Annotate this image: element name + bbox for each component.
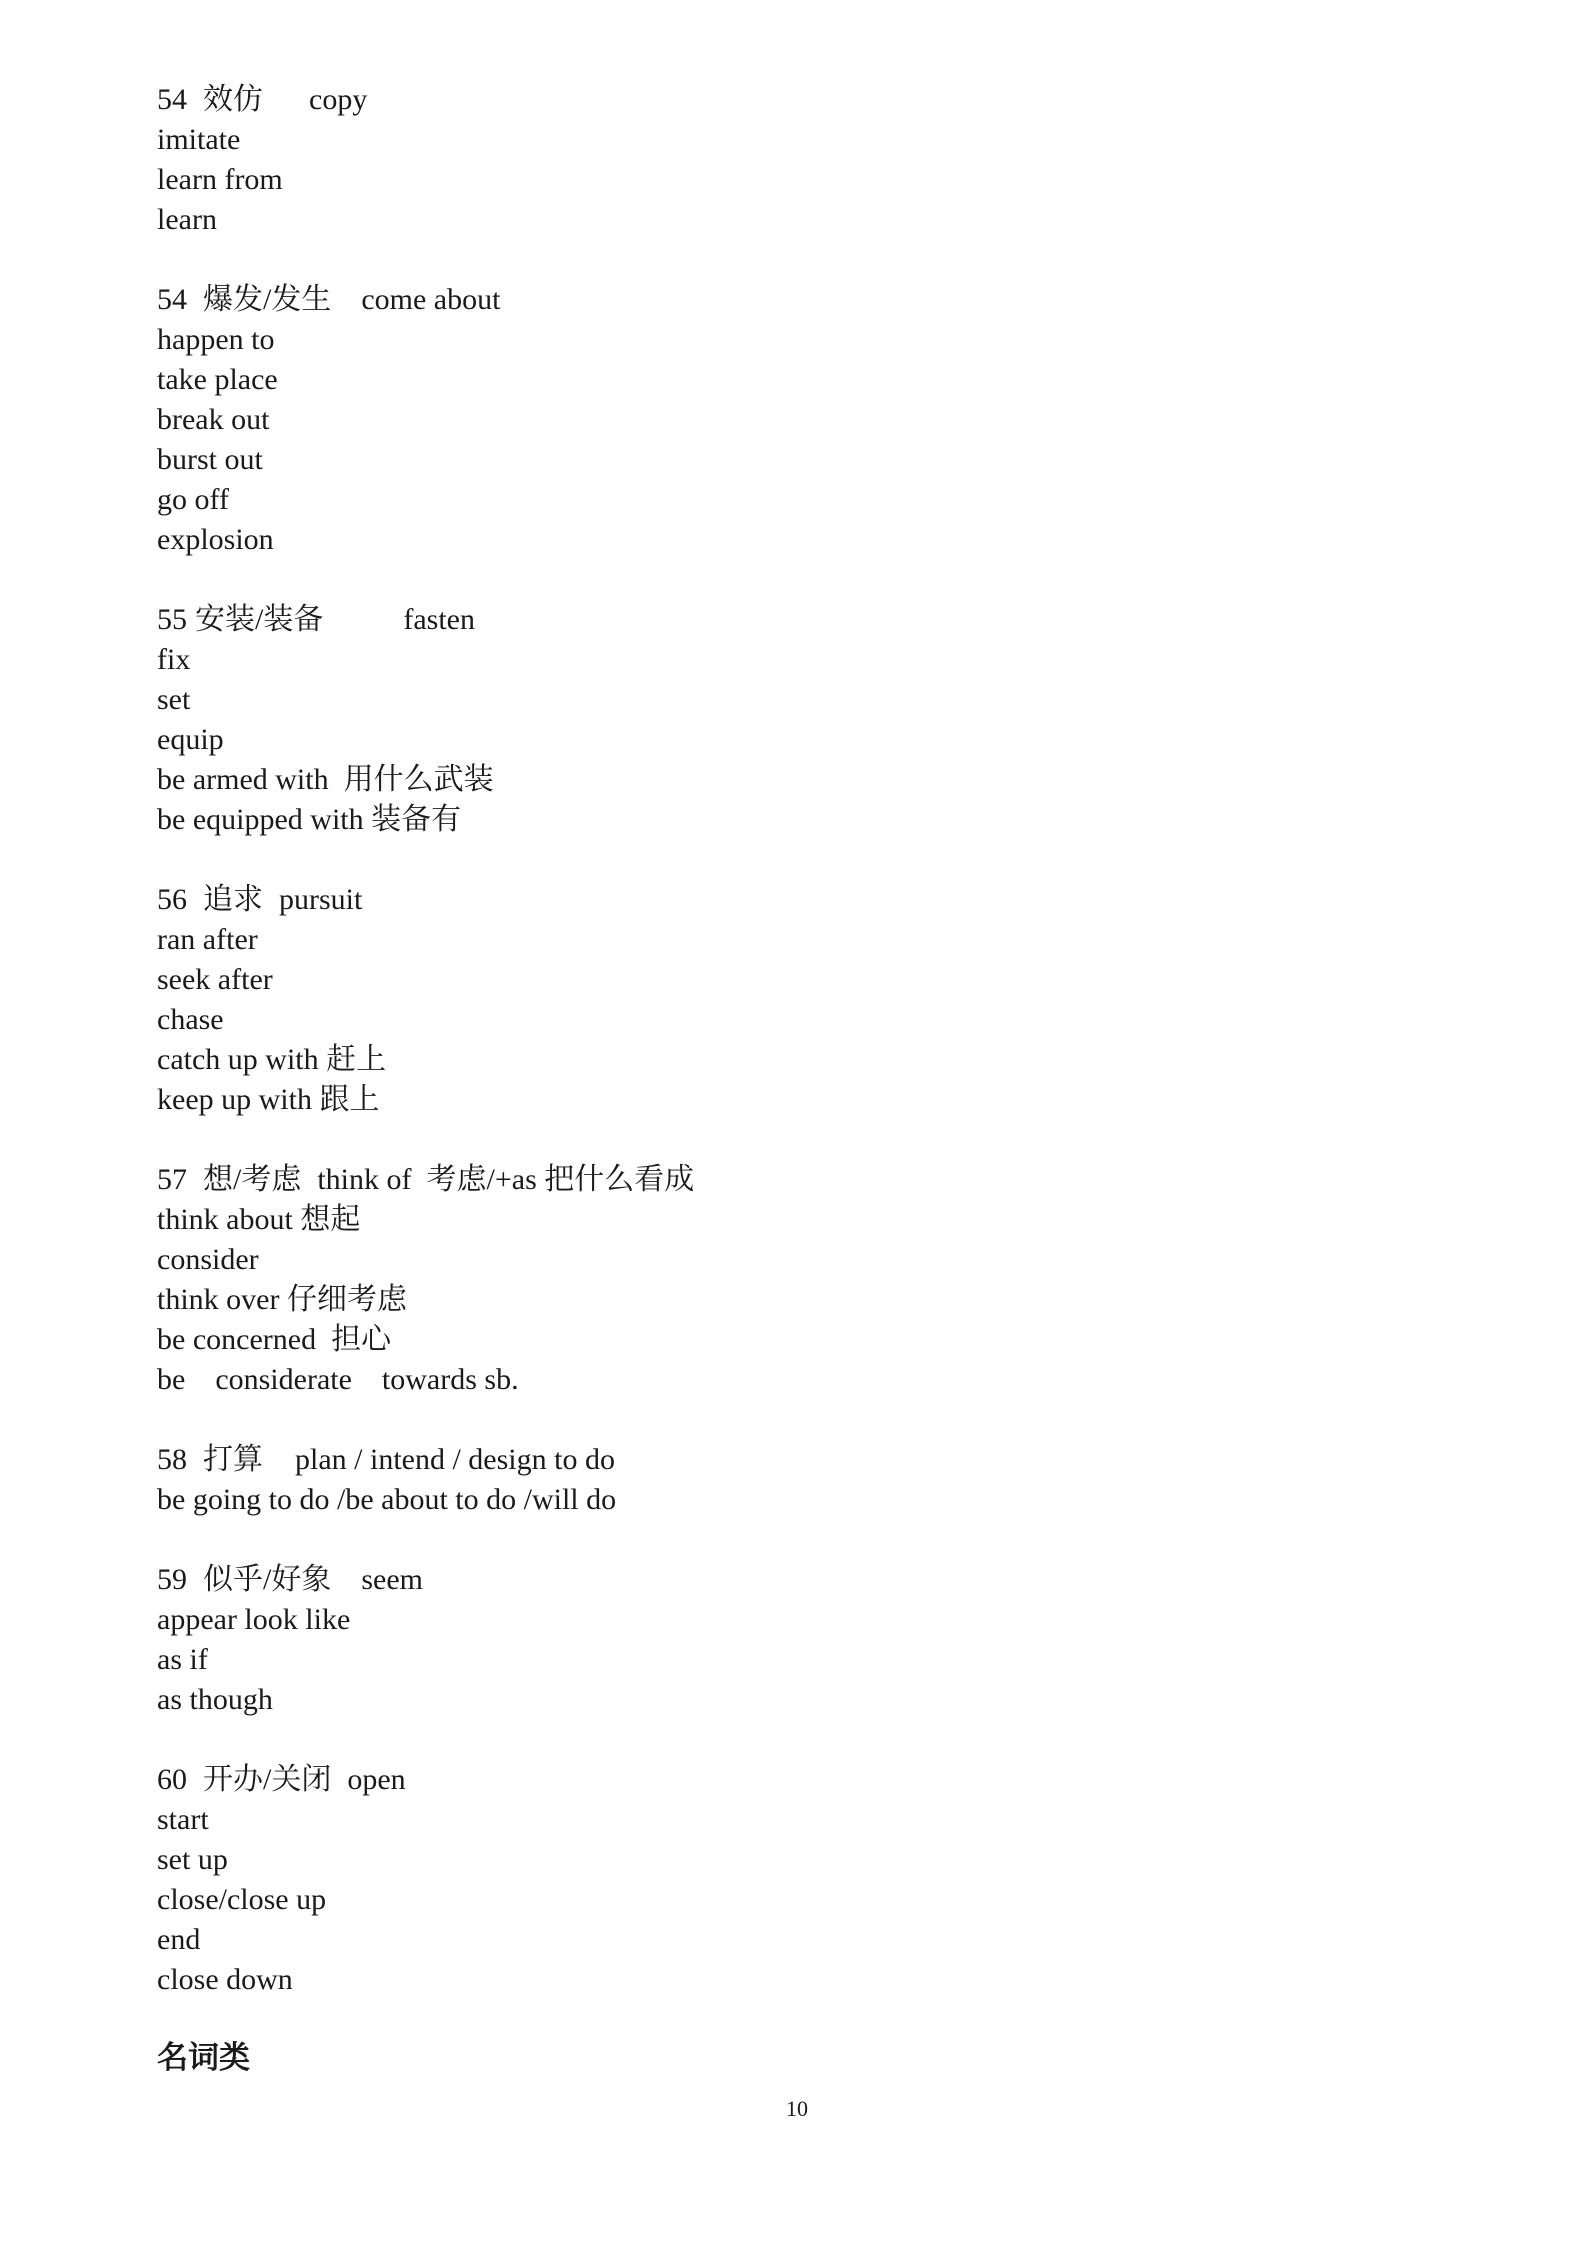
synonym-line: be considerate towards sb. <box>157 1363 519 1396</box>
synonym-line: explosion <box>157 523 274 556</box>
entry-chinese-term: 安装/装备 <box>195 603 324 636</box>
entry-number: 56 <box>157 883 187 916</box>
vocab-entry <box>157 80 1437 240</box>
synonym-line: end <box>157 1923 201 1956</box>
synonym-line: fix <box>157 643 191 676</box>
entry-heading <box>157 1440 1437 1480</box>
vocab-entry <box>157 880 1437 1120</box>
section-heading-nouns: 名词类 <box>157 2040 250 2075</box>
synonym-line: seek after <box>157 963 273 996</box>
synonym-line: close/close up <box>157 1883 327 1916</box>
synonym-line: chase <box>157 1003 224 1036</box>
entry-heading <box>157 1160 1437 1200</box>
entry-chinese-term: 打算 <box>203 1443 263 1476</box>
synonym-line: go off <box>157 483 229 516</box>
synonym-line: think about 想起 <box>157 1203 361 1236</box>
entry-english-term: think of 考虑/+as 把什么看成 <box>317 1163 695 1196</box>
synonym-line: keep up with 跟上 <box>157 1083 380 1116</box>
vocab-entry <box>157 600 1437 840</box>
entry-english-term: plan / intend / design to do <box>295 1443 615 1476</box>
vocab-entry <box>157 1760 1437 2000</box>
entry-chinese-term: 追求 <box>203 883 263 916</box>
synonym-line: burst out <box>157 443 263 476</box>
entry-number: 57 <box>157 1163 187 1196</box>
vocab-entry <box>157 1560 1437 1720</box>
synonym-line: break out <box>157 403 270 436</box>
synonym-line: close down <box>157 1963 293 1996</box>
entry-number: 54 <box>157 83 187 116</box>
synonym-line: happen to <box>157 323 275 356</box>
synonym-line: catch up with 赶上 <box>157 1043 387 1076</box>
entry-heading <box>157 80 1437 120</box>
entry-chinese-term: 爆发/发生 <box>203 283 332 316</box>
entry-english-term: copy <box>309 83 368 116</box>
entry-english-term: seem <box>361 1563 423 1596</box>
vocab-entry <box>157 280 1437 560</box>
entry-english-term: come about <box>361 283 501 316</box>
entry-number: 54 <box>157 283 187 316</box>
synonym-line: take place <box>157 363 278 396</box>
vocabulary-list <box>157 80 1437 2078</box>
synonym-line: imitate <box>157 123 241 156</box>
entry-number: 55 <box>157 603 187 636</box>
synonym-line: be armed with 用什么武装 <box>157 763 494 796</box>
page-number: 10 <box>786 2096 808 2121</box>
entry-chinese-term: 效仿 <box>203 83 263 116</box>
entry-chinese-term: 想/考虑 <box>203 1163 302 1196</box>
synonym-line: appear look like <box>157 1603 351 1636</box>
synonym-line: set up <box>157 1843 228 1876</box>
synonym-line: be concerned 担心 <box>157 1323 392 1356</box>
entry-english-term: fasten <box>403 603 475 636</box>
synonym-line: as if <box>157 1643 208 1676</box>
synonym-line: learn from <box>157 163 283 196</box>
entry-heading <box>157 880 1437 920</box>
entry-number: 60 <box>157 1763 187 1796</box>
synonym-line: start <box>157 1803 209 1836</box>
entry-chinese-term: 似乎/好象 <box>203 1563 332 1596</box>
synonym-line: learn <box>157 203 217 236</box>
entry-number: 59 <box>157 1563 187 1596</box>
entry-number: 58 <box>157 1443 187 1476</box>
synonym-line: ran after <box>157 923 258 956</box>
synonym-line: consider <box>157 1243 259 1276</box>
entry-heading <box>157 280 1437 320</box>
synonym-line: as though <box>157 1683 273 1716</box>
entry-heading <box>157 600 1437 640</box>
entry-heading <box>157 1560 1437 1600</box>
entry-heading <box>157 1760 1437 1800</box>
vocab-entry <box>157 1160 1437 1400</box>
entry-english-term: open <box>347 1763 406 1796</box>
entry-english-term: pursuit <box>279 883 363 916</box>
vocab-entry <box>157 1440 1437 1520</box>
synonym-line: think over 仔细考虑 <box>157 1283 407 1316</box>
synonym-line: be equipped with 装备有 <box>157 803 462 836</box>
synonym-line: equip <box>157 723 224 756</box>
synonym-line: set <box>157 683 191 716</box>
synonym-line: be going to do /be about to do /will do <box>157 1483 617 1516</box>
entry-chinese-term: 开办/关闭 <box>203 1763 332 1796</box>
